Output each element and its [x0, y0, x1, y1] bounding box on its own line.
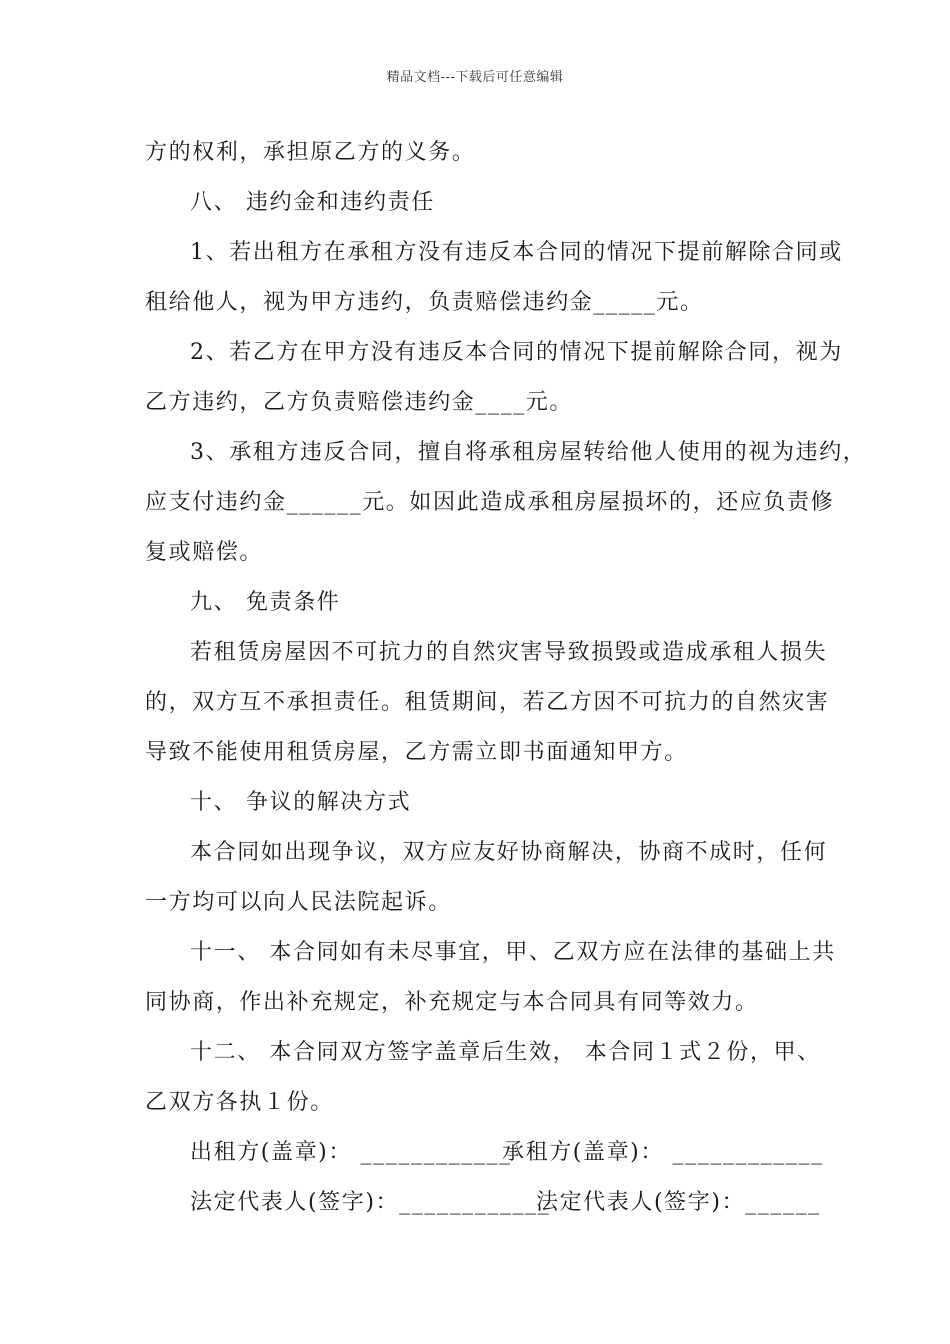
paragraph-line: 乙方违约，乙方负责赔偿违约金____元。 — [145, 390, 574, 415]
paragraph-line: 十二、 本合同双方签字盖章后生效， 本合同１式２份，甲、 — [190, 1040, 821, 1065]
section-title: 违约金和违约责任 — [246, 190, 435, 215]
section-number: 十、 — [190, 790, 238, 815]
paragraph-line: 复或赔偿。 — [145, 540, 264, 565]
document-body — [145, 128, 867, 1228]
paragraph-line: 方的权利，承担原乙方的义务。 — [145, 140, 476, 165]
paragraph-line: 应支付违约金______元。如因此造成承租房屋损坏的，还应负责修 — [145, 490, 835, 515]
paragraph-line: 的，双方互不承担责任。租赁期间，若乙方因不可抗力的自然灾害 — [145, 690, 830, 715]
paragraph-line: 若租赁房屋因不可抗力的自然灾害导致损毁或造成承租人损失 — [190, 640, 828, 665]
section-title: 免责条件 — [246, 590, 341, 615]
section-heading-10 — [145, 778, 815, 828]
document-header: 精品文档---下载后可任意编辑 — [386, 70, 564, 85]
paragraph-line: 2、若乙方在甲方没有违反本合同的情况下提前解除合同，视为 — [190, 340, 843, 365]
paragraph-line: 本合同如出现争议，双方应友好协商解决，协商不成时，任何 — [190, 840, 828, 865]
signature-lessee-representative: 法定代表人(签字)：______ — [536, 1190, 821, 1215]
signature-lessee: 承租方(盖章)： ____________ — [502, 1140, 824, 1165]
section-number: 八、 — [190, 190, 238, 215]
paragraph-line: 1、若出租方在承租方没有违反本合同的情况下提前解除合同或 — [190, 240, 843, 265]
paragraph-line: 乙双方各执１份。 — [145, 1090, 334, 1115]
paragraph-line: 同协商，作出补充规定，补充规定与本合同具有同等效力。 — [145, 990, 759, 1015]
signature-row-lessor — [145, 1128, 824, 1178]
section-heading-9 — [145, 578, 815, 628]
signature-row-representative — [145, 1178, 821, 1228]
signature-lessor-representative: 法定代表人(签字)：____________ — [190, 1190, 551, 1215]
paragraph-line: 一方均可以向人民法院起诉。 — [145, 890, 452, 915]
paragraph-line: 租给他人，视为甲方违约，负责赔偿违约金_____元。 — [145, 290, 704, 315]
section-title: 争议的解决方式 — [246, 790, 412, 815]
paragraph-line: 十一、 本合同如有未尽事宜，甲、乙双方应在法律的基础上共 — [190, 940, 836, 965]
paragraph-line: 3、承租方违反合同，擅自将承租房屋转给他人使用的视为违约， — [190, 440, 867, 465]
section-heading-8 — [145, 178, 815, 228]
signature-lessor: 出租方(盖章)： ____________ — [190, 1140, 512, 1165]
section-number: 九、 — [190, 590, 238, 615]
paragraph-line: 导致不能使用租赁房屋，乙方需立即书面通知甲方。 — [145, 740, 688, 765]
